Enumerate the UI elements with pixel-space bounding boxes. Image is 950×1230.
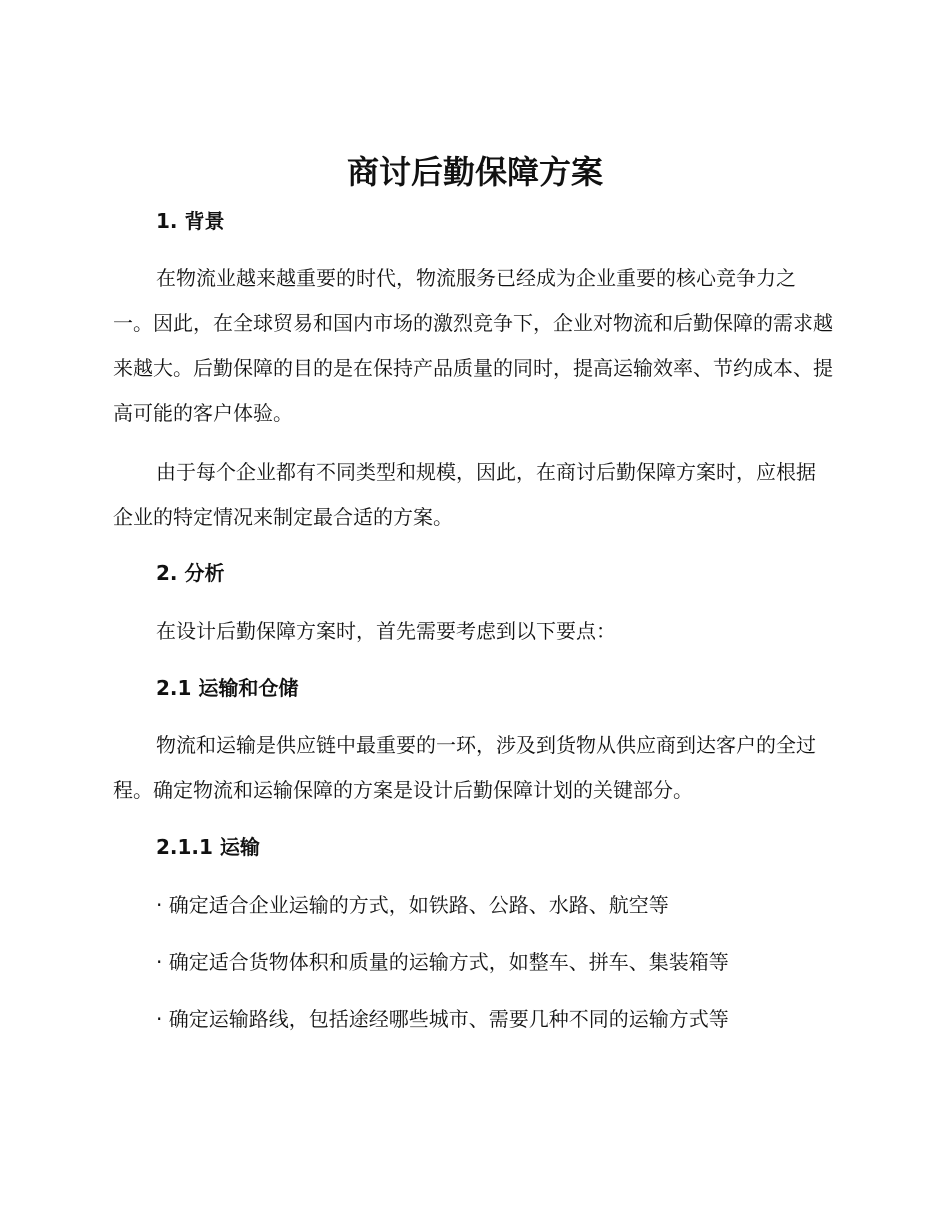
background-paragraph-2: 由于每个企业都有不同类型和规模，因此，在商讨后勤保障方案时，应根据企业的特定情况来制定最合适的方案。 xyxy=(113,460,816,529)
transport-storage-paragraph: 物流和运输是供应链中最重要的一环，涉及到货物从供应商到达客户的全过程。确定物流和运输保障的方案是设计后勤保障计划的关键部分。 xyxy=(113,733,816,802)
subsubsection-heading-transport: 2.1.1 运输 xyxy=(156,835,260,859)
list-item: · 确定适合企业运输的方式，如铁路、公路、水路、航空等 xyxy=(156,893,669,917)
list-item: · 确定运输路线，包括途经哪些城市、需要几种不同的运输方式等 xyxy=(156,1007,729,1031)
section-heading-analysis: 2. 分析 xyxy=(156,561,225,585)
analysis-intro: 在设计后勤保障方案时，首先需要考虑到以下要点： xyxy=(156,619,616,643)
list-item: · 确定适合货物体积和质量的运输方式，如整车、拼车、集装箱等 xyxy=(156,950,729,974)
section-heading-background: 1. 背景 xyxy=(156,209,225,233)
background-paragraph-1: 在物流业越来越重要的时代，物流服务已经成为企业重要的核心竞争力之一。因此，在全球贸易和国内市场的激烈竞争下，企业对物流和后勤保障的需求越来越大。后勤保障的目的是在保持产品质量的同时，提高运输效率、节约成本、提高可能的客户体验。 xyxy=(113,266,833,425)
page-title: 商讨后勤保障方案 xyxy=(346,153,603,191)
subsection-heading-transport-storage: 2.1 运输和仓储 xyxy=(156,676,299,700)
